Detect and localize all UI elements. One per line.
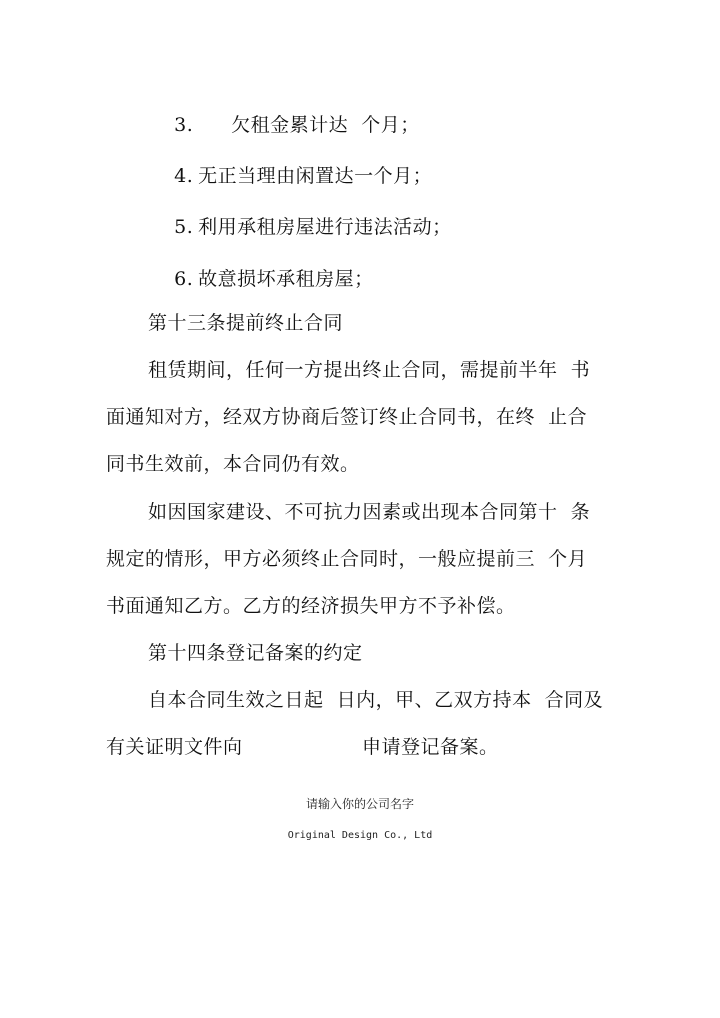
article13-para1-line3: 同书生效前，本合同仍有效。 xyxy=(106,453,360,475)
article13-para2-line2: 规定的情形，甲方必须终止合同时，一般应提前三 个月 xyxy=(106,548,588,570)
article13-heading: 第十三条提前终止合同 xyxy=(148,312,344,334)
article14-para1-line2a: 有关证明文件向 xyxy=(106,736,243,758)
list-item-number: 3. xyxy=(174,114,194,136)
company-name-placeholder: 请输入你的公司名字 xyxy=(305,797,414,811)
company-name-english: Original Design Co., Ltd xyxy=(287,830,433,841)
list-item-number: 6. xyxy=(174,268,194,290)
list-item xyxy=(148,240,374,318)
article14-para1-line2b: 申请登记备案。 xyxy=(362,736,499,758)
article13-para2-line3: 书面通知乙方。乙方的经济损失甲方不予补偿。 xyxy=(106,595,516,617)
list-item-text: 故意损坏承租房屋； xyxy=(198,268,374,290)
article13-para1-line1: 租赁期间，任何一方提出终止合同，需提前半年 书 xyxy=(148,359,591,381)
article14-heading: 第十四条登记备案的约定 xyxy=(148,642,363,664)
article14-para1-line1: 自本合同生效之日起 日内，甲、乙双方持本 合同及 xyxy=(148,689,604,711)
article13-para2-line1: 如因国家建设、不可抗力因素或出现本合同第十 条 xyxy=(148,501,591,523)
list-item-text: 欠租金累计达 个月； xyxy=(231,114,420,136)
list-item-text: 利用承租房屋进行违法活动； xyxy=(198,216,452,238)
article13-para1-line2: 面通知对方，经双方协商后签订终止合同书，在终 止合 xyxy=(106,406,588,428)
list-item-number: 4. xyxy=(174,165,194,187)
list-item-text: 无正当理由闲置达一个月； xyxy=(198,165,433,187)
list-item-number: 5. xyxy=(174,216,194,238)
